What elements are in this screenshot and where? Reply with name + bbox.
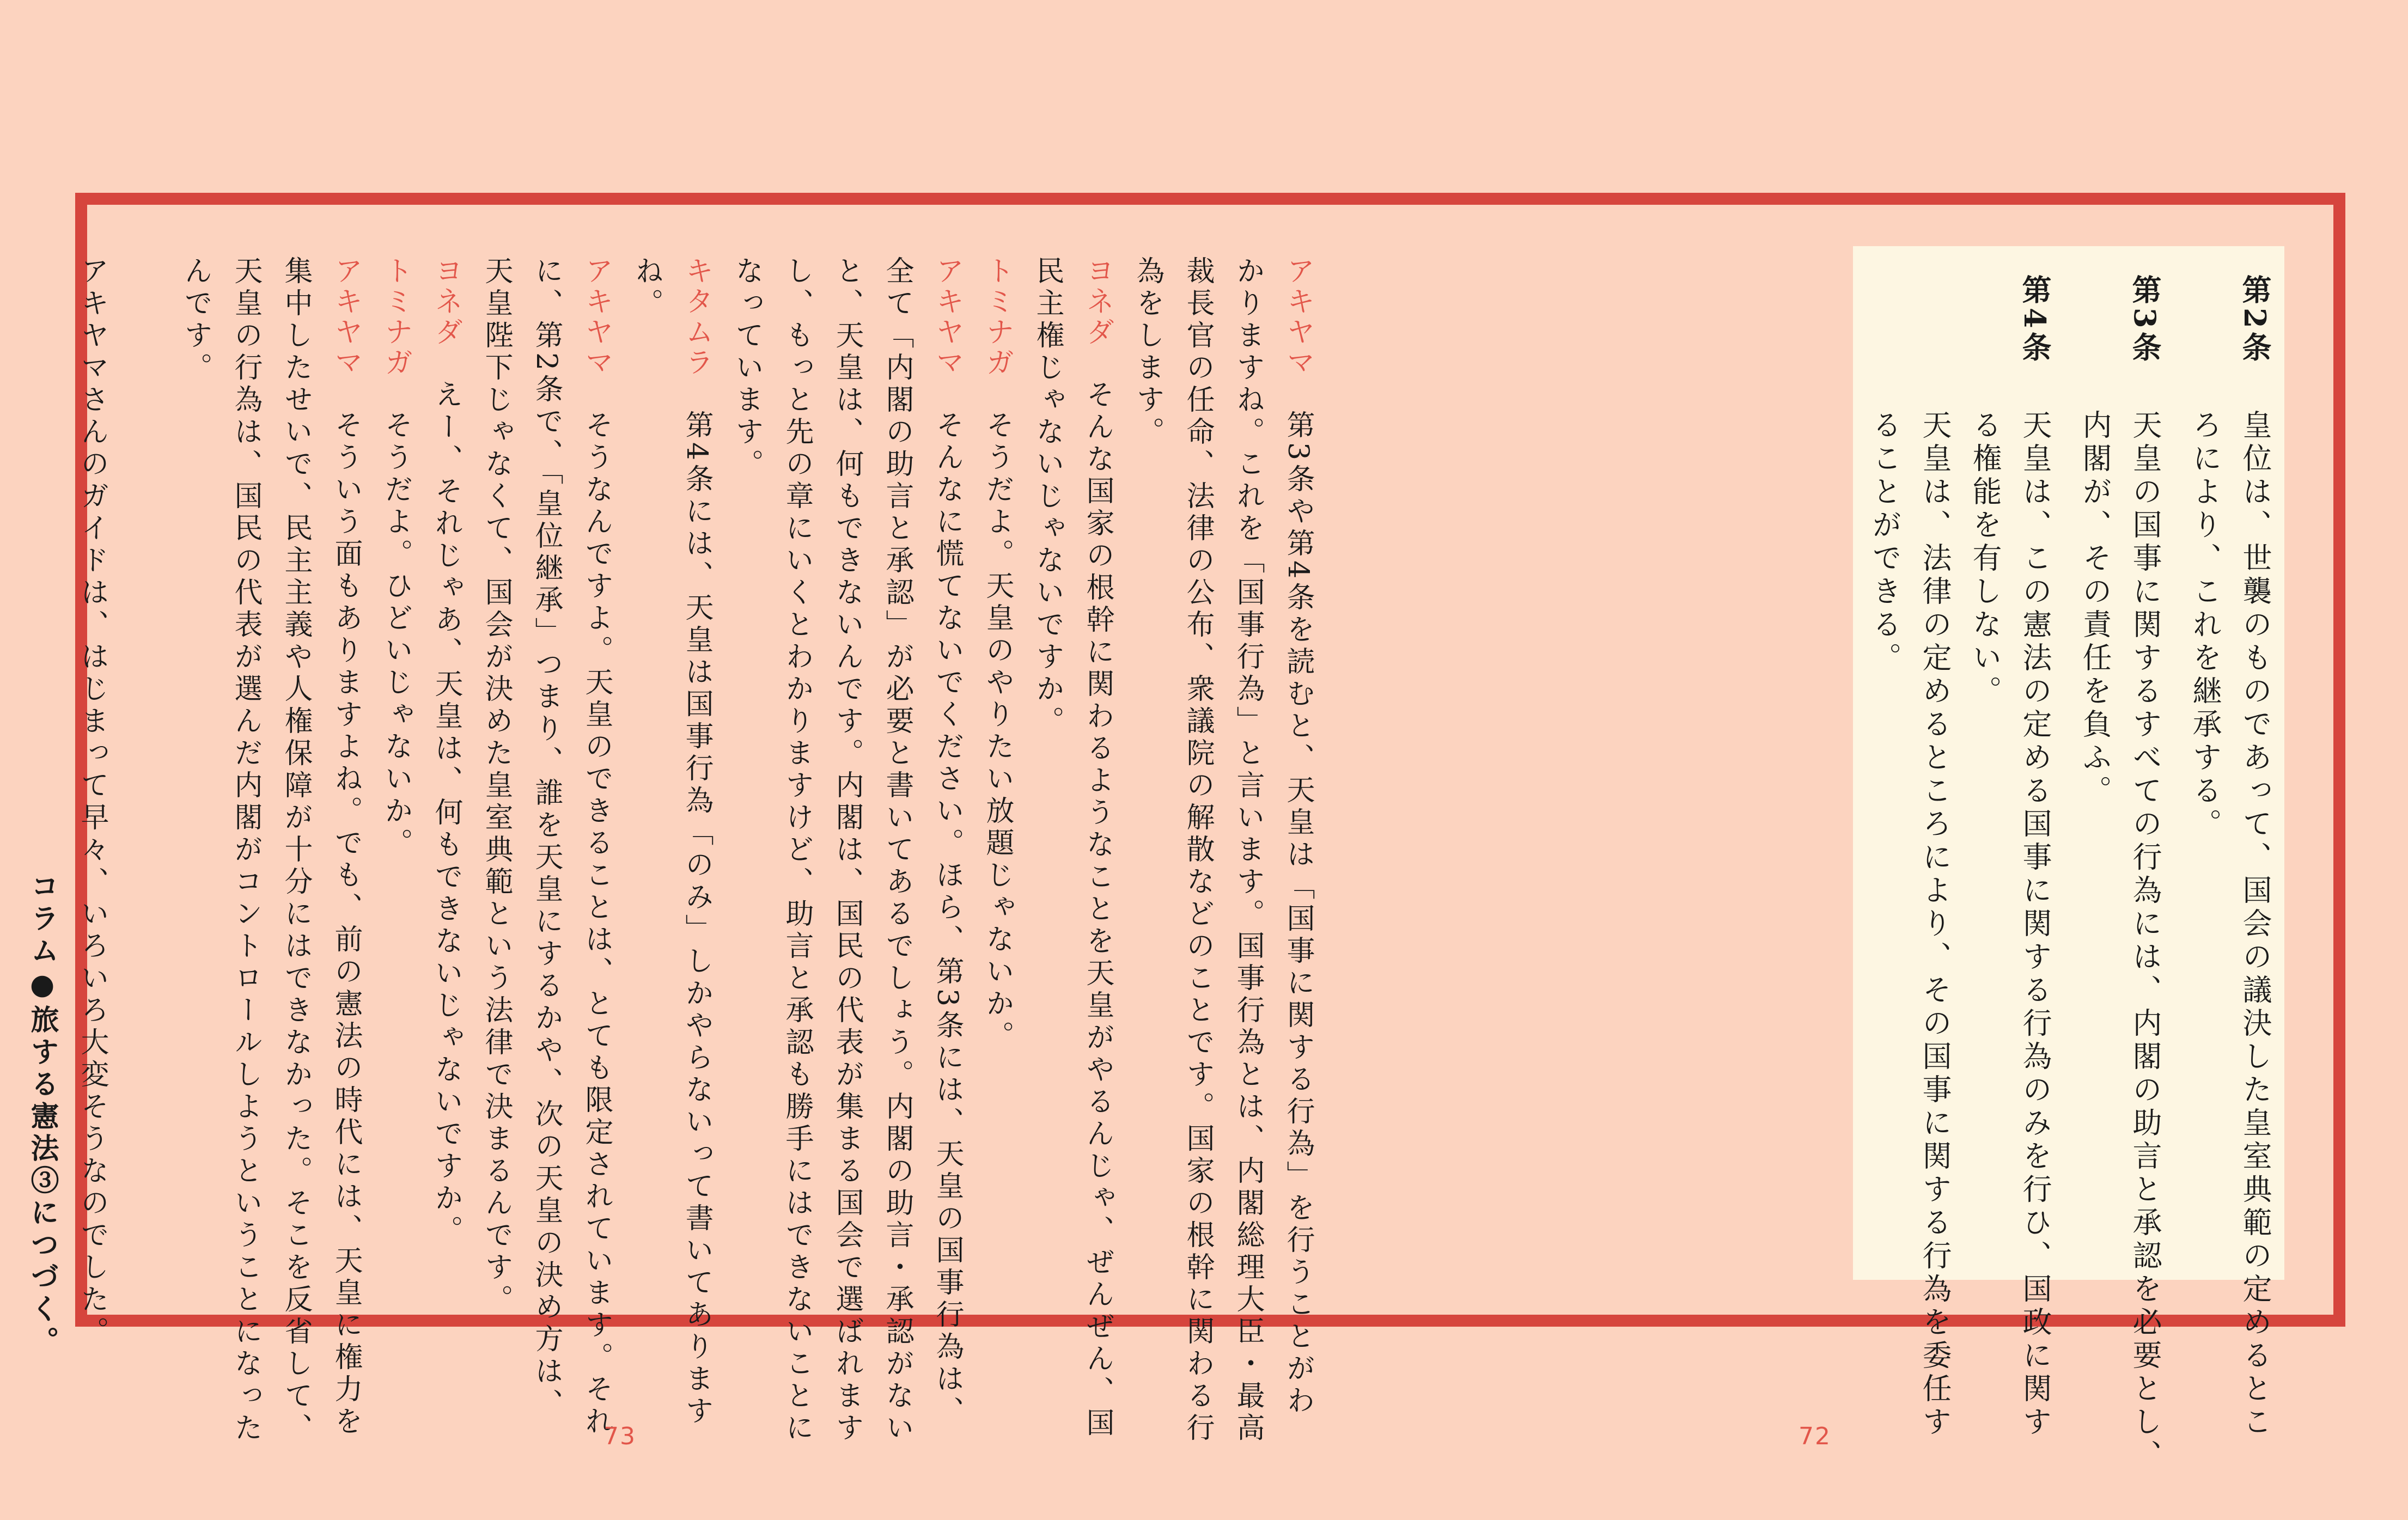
dialogue-line: [472, 256, 521, 1316]
closing-line: アキヤマさんのガイドは、はじまって早々、いろいろ大変そうなのでした。: [76, 256, 108, 1348]
article-text-line: ろにより、これを継承する。: [2188, 410, 2222, 841]
speaker-name: トミナガ: [981, 256, 1014, 378]
dialogue-text: そうだよ。ひどいじゃないか。: [380, 410, 412, 860]
article-text-line: 皇位は、世襲のものであって、国会の議決した皇室典範の定めるとこ: [2238, 410, 2272, 1439]
dialogue-text: かりますね。これを「国事行為」と言います。国事行為とは、内閣総理大臣・最高: [1232, 256, 1264, 1445]
dialogue-line: [572, 256, 621, 1438]
dialogue-line: [1073, 256, 1122, 1440]
dialogue-line: [722, 256, 771, 1307]
dialogue-text: えー、それじゃあ、天皇は、何もできないじゃないですか。: [430, 380, 462, 1247]
dialogue-text: そういう面もありますよね。でも、前の憲法の時代には、天皇に権力を: [330, 410, 362, 1438]
dialogue-line: [171, 256, 220, 1307]
dialogue-text: に、第2条で、「皇位継承」つまり、誰を天皇にするかや、次の天皇の決め方は、: [530, 256, 563, 1421]
dialogue-text: 為をします。: [1131, 256, 1164, 449]
dialogue-line: [371, 256, 420, 1307]
dialogue-text: 天皇の行為は、国民の代表が選んだ内閣がコントロールしようということになった: [229, 256, 262, 1445]
dialogue-text: 第4条には、天皇は国事行為「のみ」しかやらないって書いてあります: [680, 410, 713, 1429]
dialogue-line: [321, 256, 370, 1438]
dialogue-line: [672, 256, 721, 1429]
dialogue-line: [873, 256, 922, 1445]
article-number: 第4条: [2017, 274, 2052, 365]
speaker-name: アキヤマ: [330, 256, 362, 378]
constitution-articles-box: [1853, 246, 2284, 1473]
dialogue-text: そうだよ。天皇のやりたい放題じゃないか。: [981, 410, 1014, 1053]
dialogue-text: 全て「内閣の助言と承認」が必要と書いてあるでしょう。内閣の助言・承認がない: [881, 256, 913, 1445]
dialogue-line: [973, 256, 1022, 1307]
dialogue-text: し、もっと先の章にいくとわかりますけど、助言と承認も勝手にはできないことに: [781, 256, 813, 1445]
article-number: 第2条: [2238, 274, 2272, 365]
article-text-line: る権能を有しない。: [1968, 410, 2002, 709]
dialogue-line: [1173, 256, 1222, 1445]
article-text-line: 天皇は、法律の定めるところにより、その国事に関する行為を委任す: [1918, 410, 1952, 1439]
dialogue-line: [1223, 256, 1272, 1445]
dialogue-text: 集中したせいで、民主主義や人権保障が十分にはできなかった。そこを反省して、: [279, 256, 312, 1445]
dialogue-line: [1273, 256, 1322, 1418]
dialogue-line: [1023, 256, 1072, 1307]
speaker-name: ヨネダ: [1081, 256, 1114, 347]
dialogue-line: [923, 256, 972, 1429]
dialogue-line: [772, 256, 821, 1445]
speaker-name: アキヤマ: [931, 256, 964, 378]
dialogue-text: そんなに慌てないでください。ほら、第3条には、天皇の国事行為は、: [931, 410, 964, 1429]
dialogue-text: 第3条や第4条を読むと、天皇は「国事に関する行為」を行うことがわ: [1282, 410, 1314, 1418]
dialogue-text: 民主権じゃないじゃないですか。: [1031, 256, 1064, 738]
dialogue-text: そんな国家の根幹に関わるようなことを天皇がやるんじゃ、ぜんぜん、国: [1081, 380, 1114, 1440]
dialogue-line: [522, 256, 571, 1421]
article-text-line: 天皇の国事に関するすべての行為には、内閣の助言と承認を必要とし、: [2128, 410, 2162, 1473]
speaker-name: アキヤマ: [580, 256, 613, 378]
speaker-name: アキヤマ: [1282, 256, 1314, 378]
dialogue-text: んです。: [179, 256, 212, 384]
dialogue-line: [221, 256, 270, 1445]
article-number: 第3条: [2127, 274, 2162, 365]
article-text-line: 天皇は、この憲法の定める国事に関する行為のみを行ひ、国政に関す: [2018, 410, 2052, 1439]
dialogue-text: 天皇陛下じゃなくて、国会が決めた皇室典範という法律で決まるんです。: [480, 256, 513, 1316]
dialogue-line: [822, 256, 871, 1445]
column-title: コラム●旅する憲法③につづく。: [26, 871, 59, 1358]
article-text-line: 内閣が、その責任を負ふ。: [2078, 410, 2112, 808]
dialogue-line: [422, 256, 471, 1307]
dialogue-text: 裁長官の任命、法律の公布、衆議院の解散などのことです。国家の根幹に関わる行: [1181, 256, 1214, 1445]
dialogue-line: [622, 256, 671, 1307]
dialogue-line: [1123, 256, 1172, 1307]
speaker-name: トミナガ: [380, 256, 412, 378]
speaker-name: ヨネダ: [430, 256, 462, 347]
dialogue-text: と、天皇は、何もできないんです。内閣は、国民の代表が集まる国会で選ばれます: [831, 256, 863, 1445]
dialogue-text: なっています。: [730, 256, 763, 481]
dialogue-line: [271, 256, 320, 1445]
speaker-name: キタムラ: [680, 256, 713, 378]
dialogue-text: そうなんですよ。天皇のできることは、とても限定されています。それ: [580, 410, 613, 1438]
dialogue-text: ね。: [630, 256, 663, 320]
page-number-right: 72: [1799, 1423, 1831, 1450]
article-text-line: ることができる。: [1868, 410, 1902, 675]
page-number-left: 73: [603, 1423, 636, 1450]
